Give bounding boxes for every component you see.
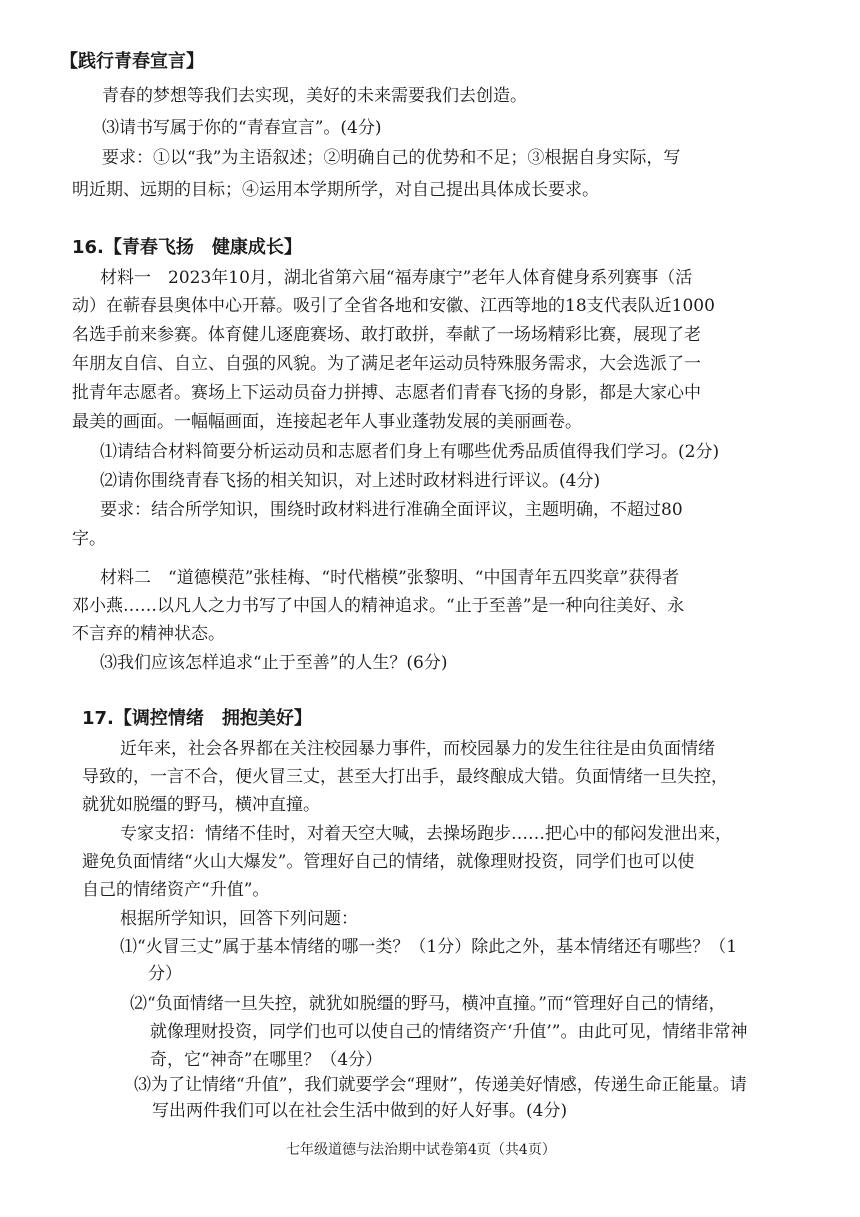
q16-material1-line1: 材料一 2023年10月，湖北省第六届“福寿康宁”老年人体育健身系列赛事（活: [100, 268, 693, 288]
q17-prompt: 根据所学知识，回答下列问题：: [120, 909, 358, 929]
section-heading-practice: 【践行青春宣言】: [60, 51, 204, 72]
q17-para1-line2: 导致的，一言不合，便火冒三丈，甚至大打出手，最终酿成大错。负面情绪一旦失控，: [82, 767, 728, 787]
q16-question-3: ⑶我们应该怎样追求“止于至善”的人生？(6分): [100, 653, 448, 673]
practice-intro: 青春的梦想等我们去实现，美好的未来需要我们去创造。: [102, 86, 527, 106]
q16-material2-line3: 不言弃的精神状态。: [72, 624, 225, 644]
q16-requirement-line2: 字。: [72, 529, 106, 549]
q16-question-1: ⑴请结合材料简要分析运动员和志愿者们身上有哪些优秀品质值得我们学习。(2分): [100, 442, 720, 462]
q17-para1-line1: 近年来，社会各界都在关注校园暴力事件，而校园暴力的发生往往是由负面情绪: [120, 739, 715, 759]
q16-material2-line2: 邓小燕……以凡人之力书写了中国人的精神追求。“止于至善”是一种向往美好、永: [72, 596, 685, 616]
q16-material1-line5: 批青年志愿者。赛场上下运动员奋力拼搏、志愿者们青春飞扬的身影，都是大家心中: [72, 383, 701, 403]
q16-material2-line1: 材料二 “道德模范”张桂梅、“时代楷模”张黎明、“中国青年五四奖章”获得者: [100, 568, 680, 588]
q17-para2-line2: 避免负面情绪“火山大爆发”。管理好自己的情绪，就像理财投资，同学们也可以使: [82, 852, 695, 872]
q17-question-2-line1: ⑵“负面情绪一旦失控，就犹如脱缰的野马，横冲直撞。”而“管理好自己的情绪，: [130, 994, 726, 1014]
q17-question-2-line2: 就像理财投资，同学们也可以使自己的情绪资产‘升值’”。由此可见，情绪非常神: [150, 1022, 748, 1042]
q17-question-1-line1: ⑴“火冒三丈”属于基本情绪的哪一类？（1分）除此之外，基本情绪还有哪些？（1: [120, 937, 738, 957]
q16-requirement-line1: 要求：结合所学知识，围绕时政材料进行准确全面评议，主题明确，不超过80: [100, 500, 683, 520]
practice-question-3: ⑶请书写属于你的“青春宣言”。(4分): [102, 118, 382, 138]
q16-material1-line6: 最美的画面。一幅幅画面，连接起老年人事业蓬勃发展的美丽画卷。: [72, 412, 582, 432]
q16-material1-line4: 年朋友自信、自立、自强的风貌。为了满足老年运动员特殊服务需求，大会选派了一: [72, 354, 701, 374]
q17-question-3-line2: 写出两件我们可以在社会生活中做到的好人好事。(4分): [152, 1101, 568, 1121]
practice-requirement-line1: 要求：①以“我”为主语叙述；②明确自己的优势和不足；③根据自身实际，写: [102, 148, 681, 168]
q17-question-1-line2: 分）: [148, 964, 182, 984]
page-footer: 七年级道德与法治期中试卷第4页（共4页）: [286, 1142, 556, 1158]
q17-para1-line3: 就犹如脱缰的野马，横冲直撞。: [82, 795, 320, 815]
q16-material1-line3: 名选手前来参赛。体育健儿逐鹿赛场、敢打敢拼，奉献了一场场精彩比赛，展现了老: [72, 325, 701, 345]
q17-para2-line3: 自己的情绪资产“升值”。: [82, 880, 270, 900]
q17-para2-line1: 专家支招：情绪不佳时，对着天空大喊，去操场跑步……把心中的郁闷发泄出来，: [120, 824, 732, 844]
q16-question-2: ⑵请你围绕青春飞扬的相关知识，对上述时政材料进行评议。(4分): [100, 471, 601, 491]
q17-question-3-line1: ⑶为了让情绪“升值”，我们就要学会“理财”，传递美好情感，传递生命正能量。请: [134, 1075, 747, 1095]
q17-question-2-line3: 奇，它“神奇”在哪里？（4分）: [150, 1050, 383, 1070]
q16-heading: 16.【青春飞扬 健康成长】: [72, 237, 302, 258]
q16-material1-line2: 动）在蕲春县奥体中心开幕。吸引了全省各地和安徽、江西等地的18支代表队近1000: [72, 296, 715, 316]
q17-heading: 17.【调控情绪 拥抱美好】: [82, 708, 312, 729]
practice-requirement-line2: 明近期、远期的目标；④运用本学期所学，对自己提出具体成长要求。: [72, 180, 599, 200]
